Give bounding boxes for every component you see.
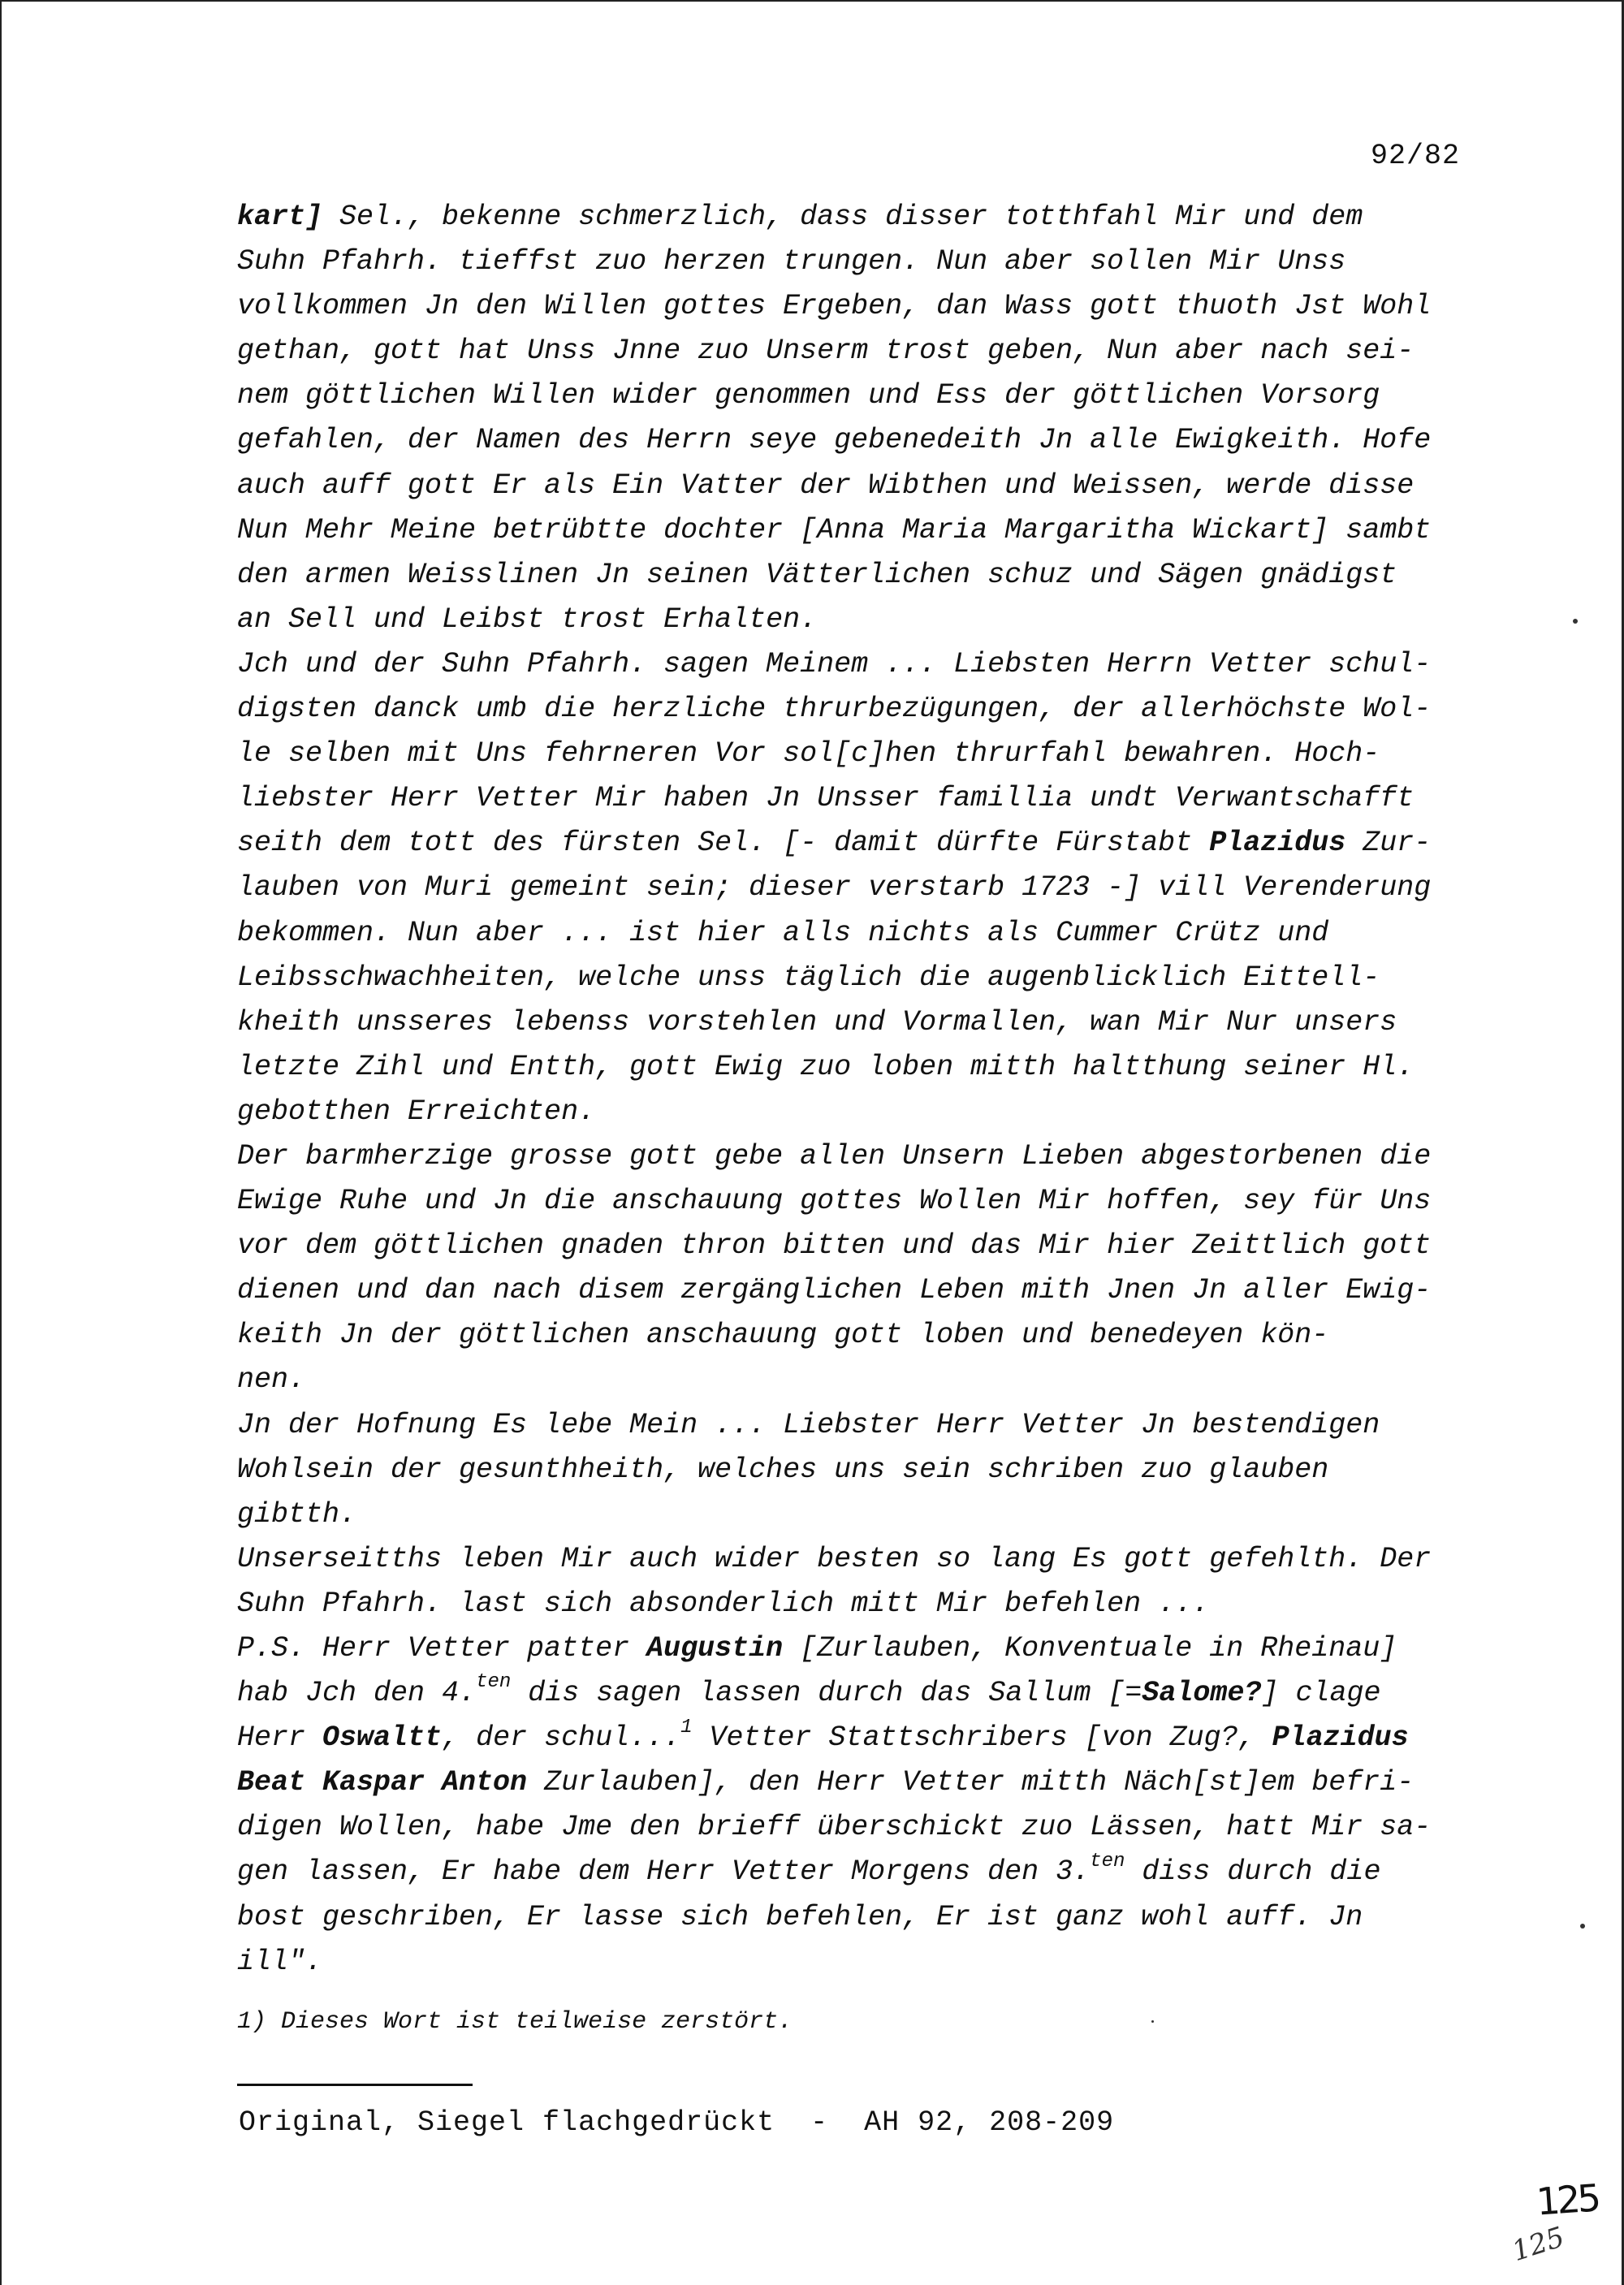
scan-speck: [1573, 619, 1578, 624]
bold-name: kart]: [237, 201, 323, 233]
archive-stamp-number: 125: [1535, 2175, 1600, 2224]
text-segment: Ewige Ruhe und Jn die anschauung gottes Wollen Mir hoffen, sey für Uns: [237, 1185, 1432, 1218]
scan-speck: [1151, 2020, 1154, 2023]
text-segment: ill".: [237, 1945, 323, 1978]
bold-name: Plazidus: [1272, 1721, 1409, 1755]
text-segment: Unserseitths leben Mir auch wider besten so lang Es gott gefehlth. Der: [237, 1542, 1432, 1575]
text-line: [237, 642, 1504, 687]
superscript: ten: [1090, 1850, 1125, 1872]
text-line: [237, 1805, 1504, 1850]
text-segment: gebotthen Erreichten.: [237, 1095, 596, 1128]
text-line: [237, 598, 1504, 642]
text-segment: lauben von Muri gemeint sein; dieser verstarb 1723 -] vill Verenderung: [237, 871, 1432, 905]
text-segment: digen Wollen, habe Jme den brieff überschickt zuo Lässen, hatt Mir sa-: [237, 1811, 1432, 1844]
text-segment: Suhn Pfahrh. tieffst zuo herzen trungen. Nun aber sollen Mir Unss: [237, 245, 1346, 279]
text-line: [237, 1134, 1504, 1179]
text-line: [237, 1492, 1504, 1537]
text-segment: gefahlen, der Namen des Herrn seye gebenedeith Jn alle Ewigkeith. Hofe: [237, 424, 1432, 457]
text-line: [237, 732, 1504, 776]
text-line: [237, 553, 1504, 598]
text-line: [237, 374, 1504, 418]
text-line: [237, 1850, 1504, 1894]
text-segment: auch auff gott Er als Ein Vatter der Wibthen und Weissen, werde disse: [237, 469, 1415, 502]
text-segment: Jn der Hofnung Es lebe Mein ... Liebster Herr Vetter Jn bestendigen: [237, 1408, 1380, 1441]
letter-body-text: [237, 195, 1504, 1985]
text-segment: gibtth.: [237, 1497, 357, 1531]
left-border: [0, 0, 2, 2285]
text-line: [237, 1403, 1504, 1448]
text-segment: , der schul...: [442, 1721, 681, 1755]
text-segment: kheith unsseres lebenss vorstehlen und Vormallen, wan Mir Nur unsers: [237, 1005, 1397, 1039]
handwritten-page-note: 125: [1508, 2220, 1569, 2269]
text-segment: nem göttlichen Willen wider genommen und Ess der göttlichen Vorsorg: [237, 379, 1380, 413]
text-line: [237, 1448, 1504, 1492]
text-line: [237, 1760, 1504, 1805]
text-segment: Vetter Stattschribers [von Zug?,: [692, 1721, 1272, 1755]
text-segment: digsten danck umb die herzliche thrurbezügungen, der allerhöchste Wol-: [237, 693, 1432, 726]
text-line: [237, 329, 1504, 374]
top-border: [0, 0, 1624, 2]
text-line: [237, 508, 1504, 553]
text-segment: Herr: [237, 1721, 323, 1755]
source-reference: Original, Siegel flachgedrückt - AH 92, 208-209: [239, 2106, 1115, 2139]
text-line: [237, 776, 1504, 821]
text-segment: Wohlsein der gesunthheith, welches uns sein schriben zuo glauben: [237, 1453, 1329, 1486]
text-segment: nen.: [237, 1363, 306, 1397]
text-segment: Der barmherzige grosse gott gebe allen Unsern Lieben abgestorbenen die: [237, 1139, 1432, 1173]
text-segment: le selben mit Uns fehrneren Vor sol[c]hen thrurfahl bewahren. Hoch-: [237, 737, 1380, 771]
text-segment: hab Jch den 4.: [237, 1677, 477, 1710]
text-segment: diss durch die: [1125, 1855, 1381, 1889]
text-line: [237, 284, 1504, 329]
text-segment: vollkommen Jn den Willen gottes Ergeben, dan Wass gott thuoth Jst Wohl: [237, 290, 1432, 323]
text-segment: P.S. Herr Vetter patter: [237, 1632, 647, 1665]
text-segment: [Zurlauben, Konventuale in Rheinau]: [783, 1632, 1397, 1665]
text-line: [237, 1313, 1504, 1358]
text-segment: Suhn Pfahrh. last sich absonderlich mitt Mir befehlen ...: [237, 1587, 1210, 1620]
bold-name: Beat Kaspar Anton: [237, 1766, 528, 1799]
text-segment: an Sell und Leibst trost Erhalten.: [237, 603, 818, 636]
text-segment: gethan, gott hat Unss Jnne zuo Unserm trost geben, Nun aber nach sei-: [237, 335, 1415, 368]
text-line: [237, 1268, 1504, 1313]
bold-name: Augustin: [646, 1632, 784, 1665]
text-line: [237, 1537, 1504, 1582]
text-line: [237, 1179, 1504, 1224]
text-segment: Nun Mehr Meine betrübtte dochter [Anna Maria Margaritha Wickart] sambt: [237, 513, 1432, 546]
footnote: 1) Dieses Wort ist teilweise zerstört.: [237, 2008, 793, 2036]
scan-speck: [1580, 1924, 1585, 1929]
text-line: [237, 866, 1504, 910]
text-segment: Leibsschwachheiten, welche unss täglich die augenblicklich Eittell-: [237, 961, 1380, 994]
superscript: 1: [680, 1716, 693, 1739]
text-segment: bost geschriben, Er lasse sich befehlen, Er ist ganz wohl auff. Jn: [237, 1900, 1363, 1933]
text-line: [237, 1224, 1504, 1268]
text-line: [237, 240, 1504, 284]
text-line: [237, 195, 1504, 240]
text-line: [237, 1582, 1504, 1626]
text-line: [237, 911, 1504, 956]
page-number: 92/82: [1371, 140, 1461, 172]
text-segment: letzte Zihl und Entth, gott Ewig zuo loben mitth haltthung seiner Hl.: [237, 1050, 1415, 1083]
text-line: [237, 1045, 1504, 1090]
text-segment: Sel., bekenne schmerzlich, dass disser totthfahl Mir und dem: [322, 201, 1363, 233]
bold-name: Plazidus: [1209, 827, 1346, 860]
text-line: [237, 1895, 1504, 1940]
bold-name: Salome?: [1142, 1677, 1262, 1710]
text-segment: seith dem tott des fürsten Sel. [- damit dürfte Fürstabt: [237, 827, 1210, 860]
footnote-rule: [237, 2084, 473, 2086]
superscript: ten: [476, 1671, 512, 1694]
text-line: [237, 464, 1504, 508]
text-line: [237, 687, 1504, 732]
text-segment: ] clage: [1261, 1677, 1381, 1710]
text-line: [237, 1671, 1504, 1716]
text-segment: dienen und dan nach disem zergänglichen Leben mith Jnen Jn aller Ewig-: [237, 1274, 1432, 1307]
text-line: [237, 1000, 1504, 1045]
text-line: [237, 418, 1504, 463]
text-segment: dis sagen lassen durch das Sallum [=: [511, 1677, 1142, 1710]
text-line: [237, 1626, 1504, 1671]
text-line: [237, 821, 1504, 866]
bold-name: Oswaltt: [322, 1721, 443, 1755]
text-segment: bekommen. Nun aber ... ist hier alls nichts als Cummer Crütz und: [237, 916, 1329, 949]
text-line: [237, 1940, 1504, 1985]
text-segment: vor dem göttlichen gnaden thron bitten und das Mir hier Zeittlich gott: [237, 1229, 1432, 1263]
text-line: [237, 1716, 1504, 1760]
text-line: [237, 956, 1504, 1000]
text-line: [237, 1358, 1504, 1402]
text-line: [237, 1090, 1504, 1134]
text-segment: liebster Herr Vetter Mir haben Jn Unsser famillia undt Verwantschafft: [237, 782, 1415, 815]
text-segment: gen lassen, Er habe dem Herr Vetter Morgens den 3.: [237, 1855, 1091, 1889]
text-segment: Jch und der Suhn Pfahrh. sagen Meinem ... Liebsten Herrn Vetter schul-: [237, 647, 1432, 680]
text-segment: den armen Weisslinen Jn seinen Vätterlichen schuz und Sägen gnädigst: [237, 558, 1397, 591]
text-segment: keith Jn der göttlichen anschauung gott loben und benedeyen kön-: [237, 1319, 1329, 1352]
text-segment: Zurlauben], den Herr Vetter mitth Näch[st]em befri-: [527, 1766, 1415, 1799]
text-segment: Zur-: [1345, 827, 1432, 860]
